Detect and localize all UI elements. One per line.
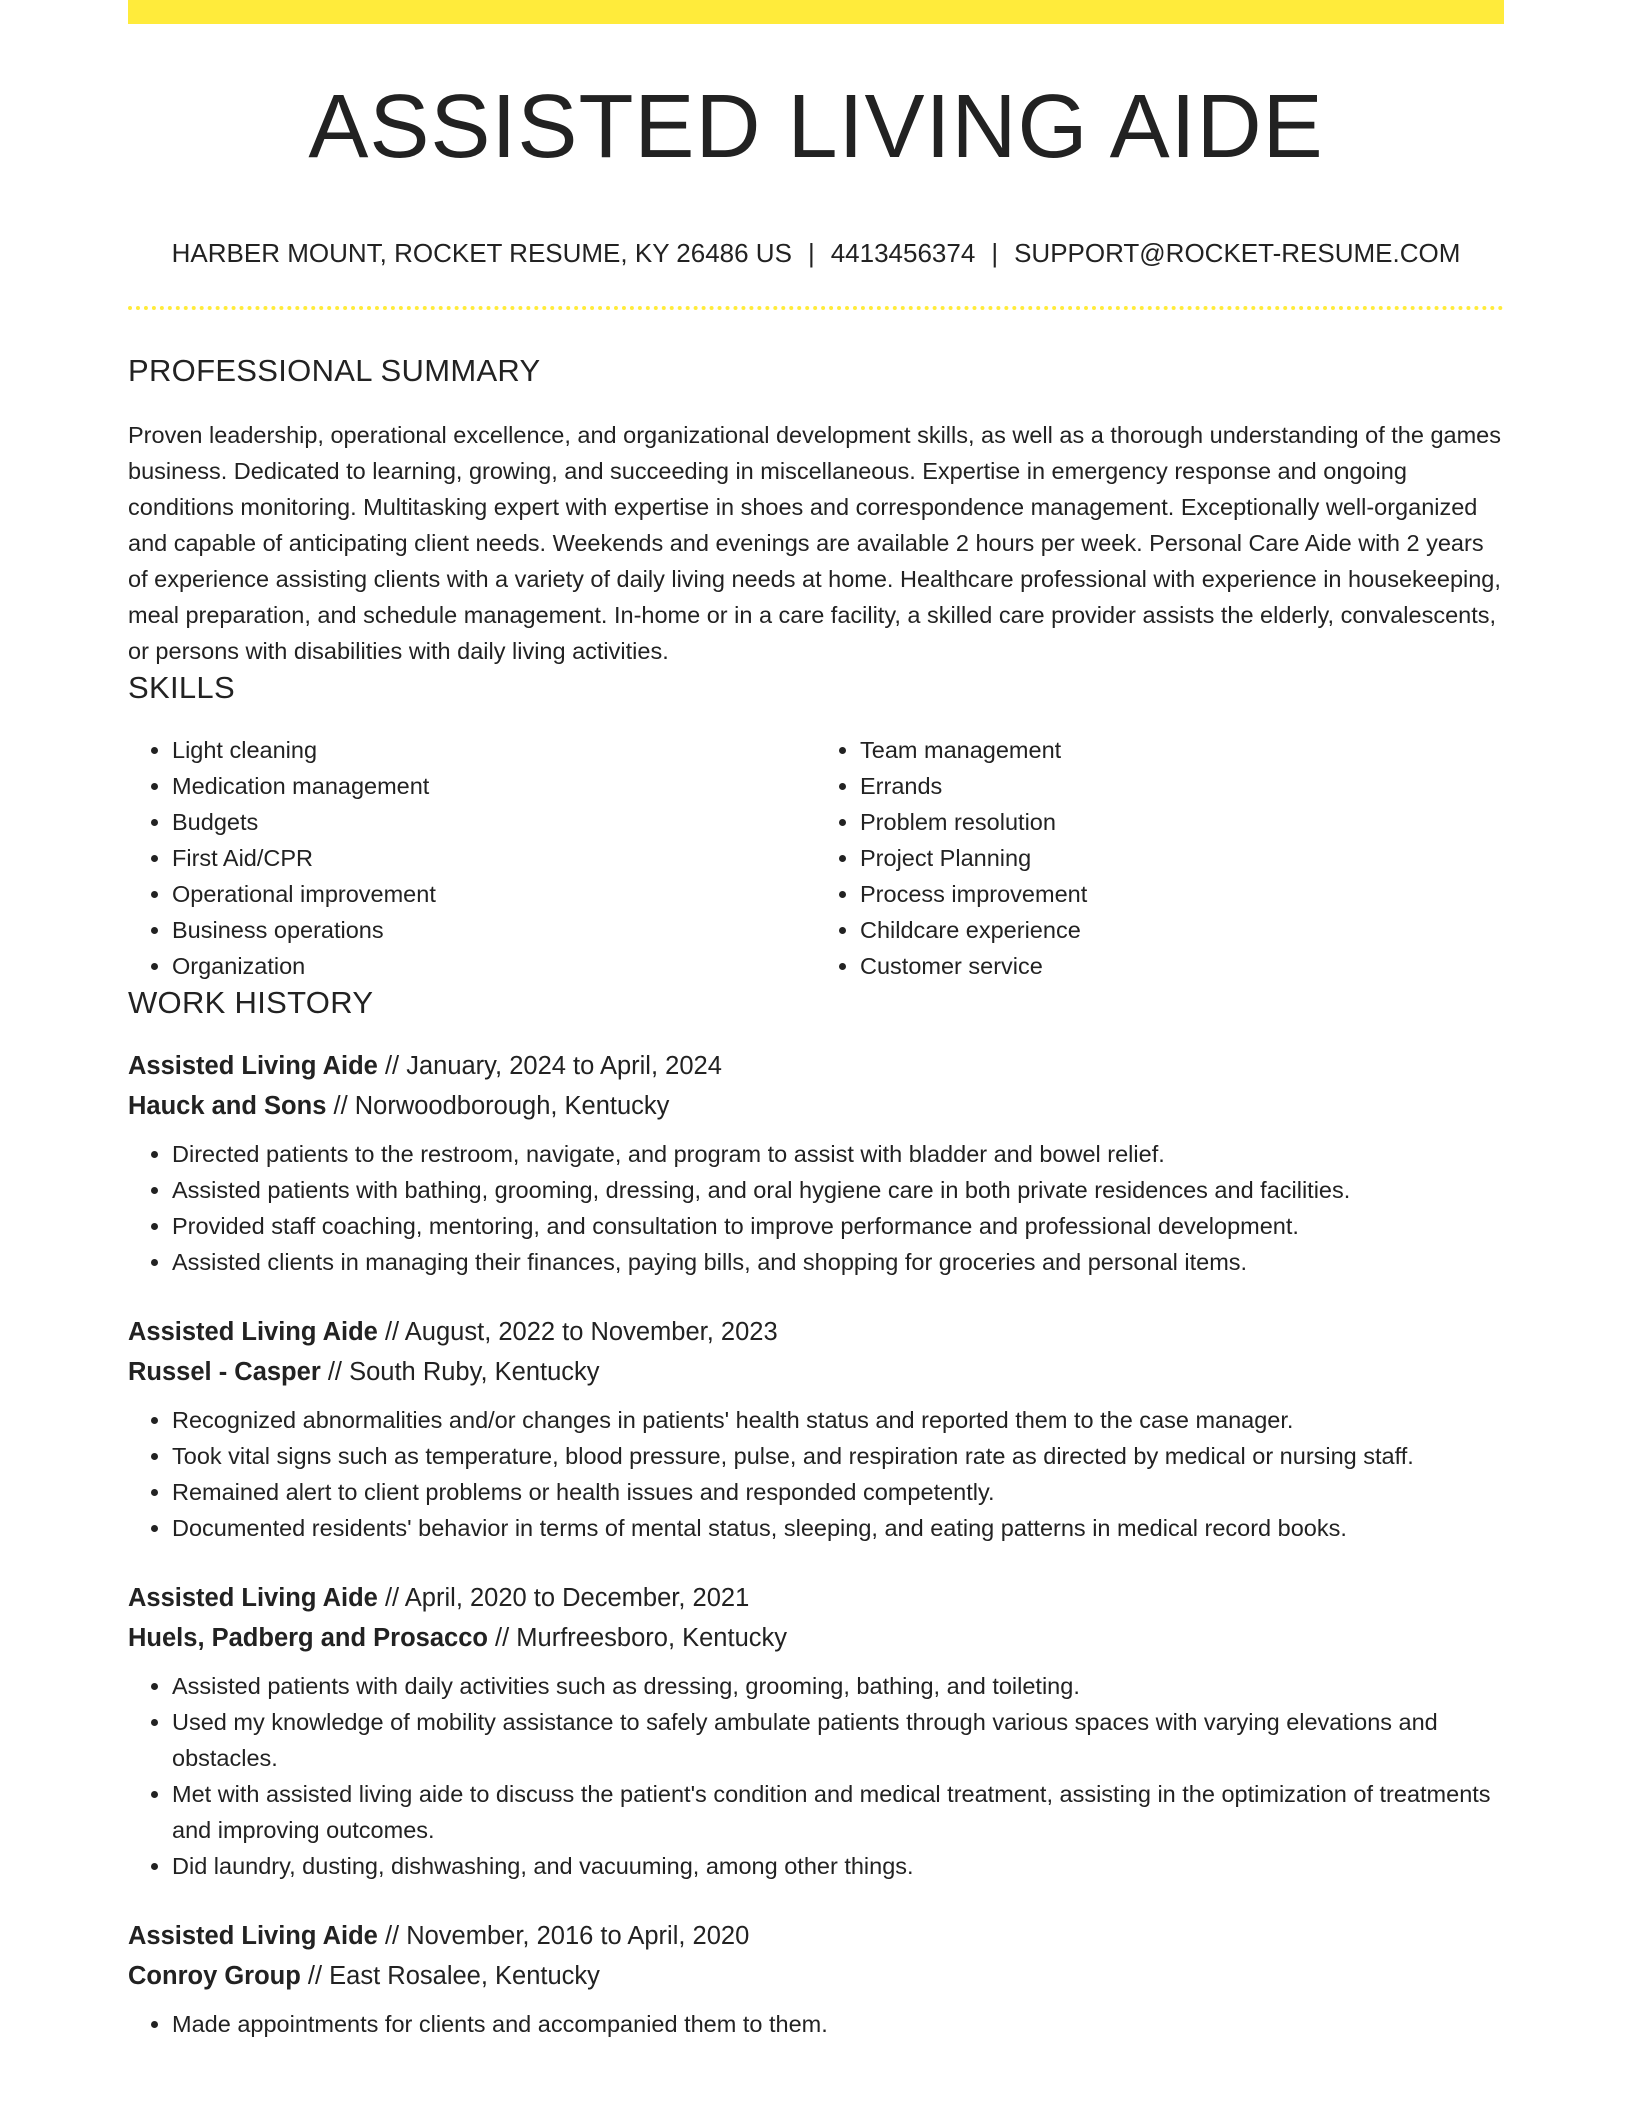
job-bullets	[128, 1668, 1504, 1884]
job-role-line	[128, 1046, 1504, 1086]
job-role: Assisted Living Aide	[128, 1583, 378, 1612]
contact-phone: 4413456374	[830, 238, 976, 268]
job-company-line	[128, 1352, 1504, 1392]
skill-item: • Process improvement	[860, 876, 1504, 912]
skills-left-column	[128, 732, 816, 984]
skill-item: • First Aid/CPR	[172, 840, 816, 876]
contact-line	[128, 238, 1504, 269]
contact-separator: |	[991, 238, 999, 268]
contact-separator: |	[807, 238, 815, 268]
job-role: Assisted Living Aide	[128, 1051, 378, 1080]
job-bullet: • Used my knowledge of mobility assistance to safely ambulate patients through various spaces with varying elevations and obstacles.	[172, 1704, 1504, 1776]
job-role-line	[128, 1312, 1504, 1352]
skill-item: • Organization	[172, 948, 816, 984]
job-dates: // January, 2024 to April, 2024	[384, 1051, 722, 1080]
job-bullet: • Directed patients to the restroom, navigate, and program to assist with bladder and bowel relief.	[172, 1136, 1504, 1172]
resume-body	[128, 352, 1504, 2042]
accent-bar	[128, 0, 1504, 24]
skill-item: • Team management	[860, 732, 1504, 768]
job-role-line	[128, 1578, 1504, 1618]
skill-item: • Project Planning	[860, 840, 1504, 876]
job-bullet: • Made appointments for clients and accompanied them to them.	[172, 2006, 1504, 2042]
job-bullets	[128, 1402, 1504, 1546]
job-bullet: • Assisted patients with bathing, grooming, dressing, and oral hygiene care in both private residences and facilities.	[172, 1172, 1504, 1208]
skill-item: • Business operations	[172, 912, 816, 948]
job-company: Russel - Casper	[128, 1357, 321, 1386]
job-bullet: • Provided staff coaching, mentoring, and consultation to improve performance and professional development.	[172, 1208, 1504, 1244]
job-bullet: • Took vital signs such as temperature, blood pressure, pulse, and respiration rate as directed by medical or nursing staff.	[172, 1438, 1504, 1474]
job-dates: // April, 2020 to December, 2021	[384, 1583, 750, 1612]
job-company-line	[128, 1956, 1504, 1996]
job-bullet: • Recognized abnormalities and/or changes in patients' health status and reported them to the case manager.	[172, 1402, 1504, 1438]
job-company-line	[128, 1618, 1504, 1658]
job-company: Conroy Group	[128, 1961, 301, 1990]
job-dates: // November, 2016 to April, 2020	[384, 1921, 750, 1950]
job-location: // Norwoodborough, Kentucky	[333, 1091, 670, 1120]
skill-item: • Childcare experience	[860, 912, 1504, 948]
job-entry	[128, 1578, 1504, 1884]
job-role-line	[128, 1916, 1504, 1956]
job-bullets	[128, 1136, 1504, 1280]
job-bullet: • Documented residents' behavior in terms of mental status, sleeping, and eating patterns in medical record books.	[172, 1510, 1504, 1546]
job-location: // Murfreesboro, Kentucky	[495, 1623, 788, 1652]
skills-grid	[128, 732, 1504, 984]
skill-item: • Medication management	[172, 768, 816, 804]
skill-item: • Errands	[860, 768, 1504, 804]
job-role: Assisted Living Aide	[128, 1921, 378, 1950]
job-company-line	[128, 1086, 1504, 1126]
job-bullet: • Assisted clients in managing their finances, paying bills, and shopping for groceries and personal items.	[172, 1244, 1504, 1280]
job-entry	[128, 1046, 1504, 1280]
job-bullet: • Remained alert to client problems or health issues and responded competently.	[172, 1474, 1504, 1510]
job-role: Assisted Living Aide	[128, 1317, 378, 1346]
skill-item: • Budgets	[172, 804, 816, 840]
job-location: // East Rosalee, Kentucky	[307, 1961, 600, 1990]
contact-email: SUPPORT@ROCKET-RESUME.COM	[1014, 238, 1461, 268]
job-bullet: • Did laundry, dusting, dishwashing, and vacuuming, among other things.	[172, 1848, 1504, 1884]
resume-title: ASSISTED LIVING AIDE	[308, 77, 1324, 177]
job-entry	[128, 1312, 1504, 1546]
skill-item: • Customer service	[860, 948, 1504, 984]
contact-address: HARBER MOUNT, ROCKET RESUME, KY 26486 US	[171, 238, 792, 268]
dotted-divider	[128, 306, 1504, 310]
job-bullet: • Assisted patients with daily activities such as dressing, grooming, bathing, and toileting.	[172, 1668, 1504, 1704]
job-bullets	[128, 2006, 1504, 2042]
skill-item: • Operational improvement	[172, 876, 816, 912]
job-company: Hauck and Sons	[128, 1091, 327, 1120]
summary-text: Proven leadership, operational excellence, and organizational development skills, as well as a thorough understanding of the games business. Dedicated to learning, growing, and succeeding in miscellaneous. Expertise in emergency response and ongoing conditions monitoring. Multitasking expert with expertise in shoes and correspondence management. Exceptionally well-organized and capable of anticipating client needs. Weekends and evenings are available 2 hours per week. Personal Care Aide with 2 years of experience assisting clients with a variety of daily living needs at home. Healthcare professional with experience in housekeeping, meal preparation, and schedule management. In-home or in a care facility, a skilled care provider assists the elderly, convalescents, or persons with disabilities with daily living activities.	[128, 422, 1501, 665]
skills-right-column	[816, 732, 1504, 984]
job-company: Huels, Padberg and Prosacco	[128, 1623, 488, 1652]
skill-item: • Problem resolution	[860, 804, 1504, 840]
summary-heading: PROFESSIONAL SUMMARY	[128, 353, 541, 388]
job-entry	[128, 1916, 1504, 2042]
job-bullet: • Met with assisted living aide to discuss the patient's condition and medical treatment, assisting in the optimization of treatments and improving outcomes.	[172, 1776, 1504, 1848]
job-location: // South Ruby, Kentucky	[327, 1357, 600, 1386]
job-dates: // August, 2022 to November, 2023	[384, 1317, 778, 1346]
skills-heading: SKILLS	[128, 670, 235, 706]
work-history-heading: WORK HISTORY	[128, 985, 374, 1021]
skill-item: • Light cleaning	[172, 732, 816, 768]
